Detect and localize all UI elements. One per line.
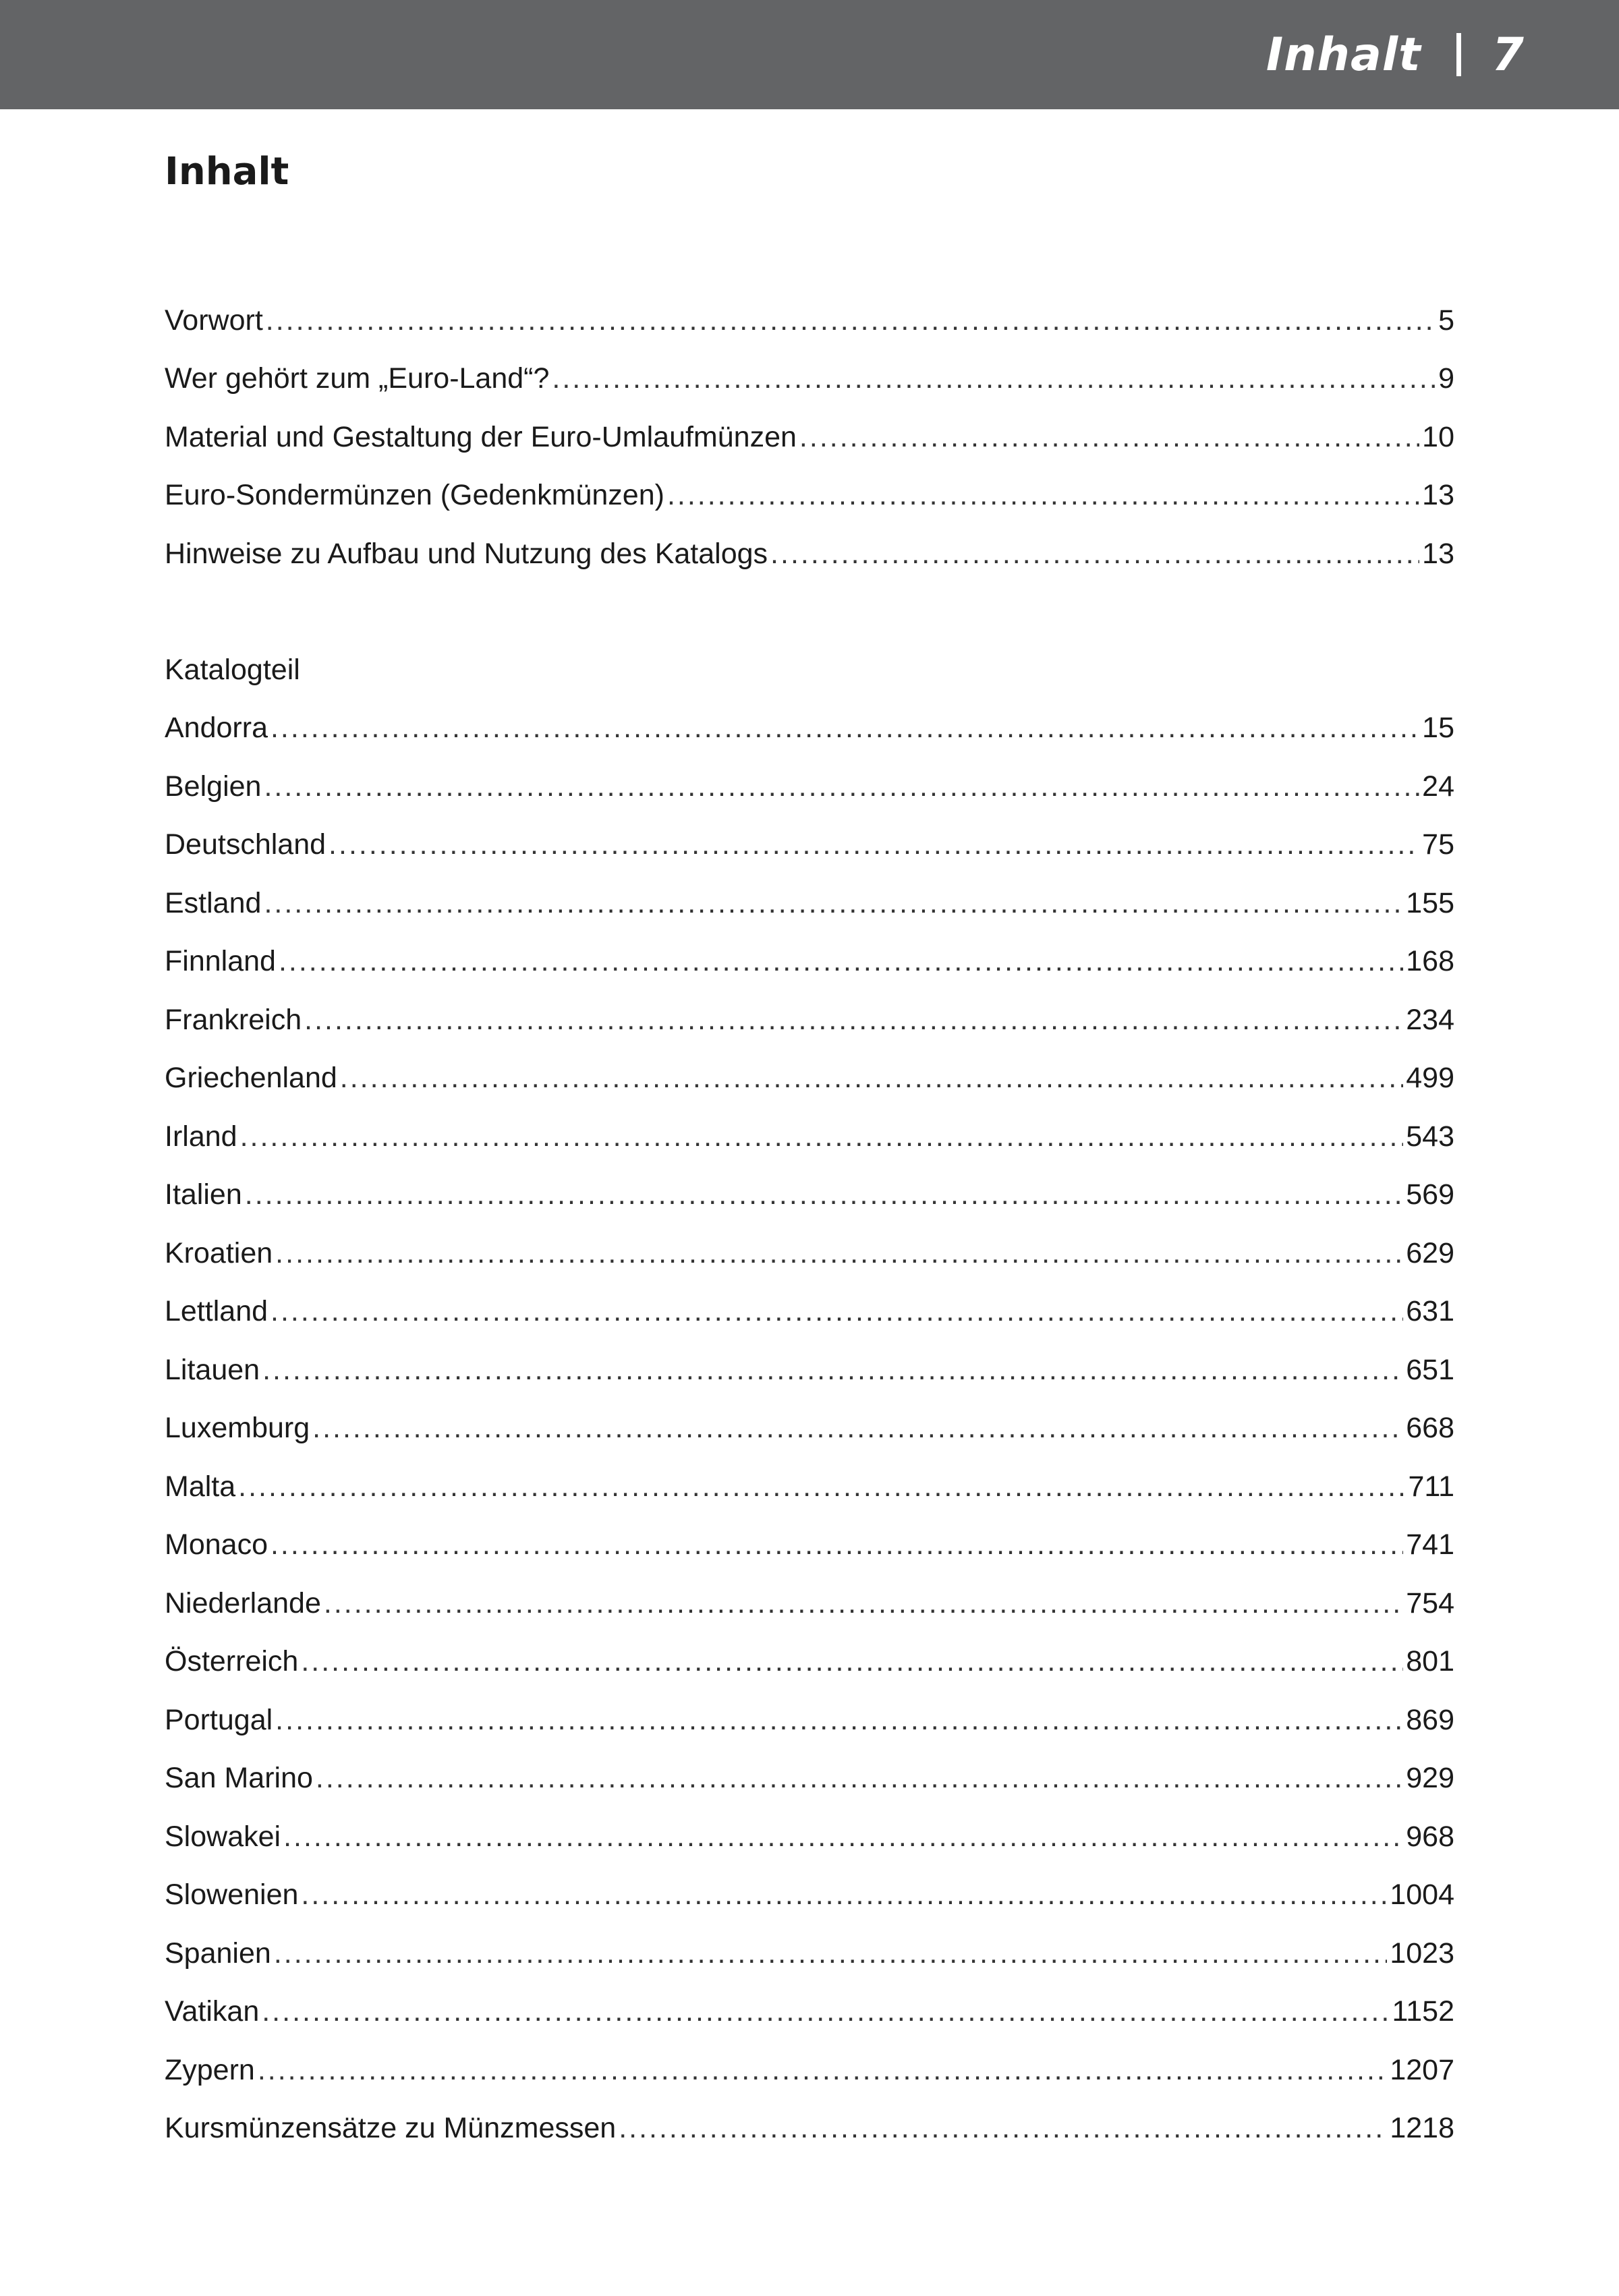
toc-entry-label: Italien: [165, 1178, 242, 1211]
toc-entry[interactable]: [165, 1750, 1454, 1808]
toc-entry-page: 24: [1422, 770, 1454, 803]
toc-entry-label: Belgien: [165, 770, 262, 803]
toc-entry-label: Euro-Sondermünzen (Gedenkmünzen): [165, 479, 664, 512]
toc-entry-label: Portugal: [165, 1703, 273, 1736]
toc-entry[interactable]: [165, 350, 1454, 409]
toc-entry-page: 15: [1422, 712, 1454, 745]
toc-entry-page: 869: [1406, 1703, 1454, 1736]
toc-entry-page: 13: [1422, 479, 1454, 512]
toc-entry[interactable]: [165, 1866, 1454, 1925]
toc-entry-page: 741: [1406, 1528, 1454, 1561]
toc-entry-label: Andorra: [165, 712, 268, 745]
dot-leader: [271, 712, 1419, 745]
toc-entry-page: 543: [1406, 1120, 1454, 1153]
toc-entry-label: Monaco: [165, 1528, 268, 1561]
toc-entry-page: 1152: [1392, 1995, 1454, 2028]
dot-leader: [245, 1178, 1404, 1211]
toc-entry[interactable]: [165, 1400, 1454, 1458]
toc-entry[interactable]: [165, 467, 1454, 525]
toc-entry[interactable]: [165, 1050, 1454, 1108]
dot-leader: [304, 1004, 1403, 1037]
toc-entry-label: Slowenien: [165, 1878, 299, 1912]
toc-entry[interactable]: [165, 525, 1454, 583]
toc-entry[interactable]: [165, 2100, 1454, 2158]
toc-entry-label: Vatikan: [165, 1995, 260, 2028]
toc-entry[interactable]: [165, 1691, 1454, 1750]
toc-entry-page: 1218: [1390, 2112, 1454, 2145]
toc-entry-page: 1207: [1390, 2053, 1454, 2086]
page-number: 7: [1492, 28, 1525, 82]
toc-entry-page: 499: [1406, 1062, 1454, 1095]
dot-leader: [329, 828, 1419, 861]
toc-entry[interactable]: [165, 933, 1454, 992]
dot-leader: [240, 1120, 1404, 1153]
dot-leader: [275, 1704, 1403, 1737]
dot-leader: [301, 1878, 1387, 1912]
toc-entry[interactable]: [165, 1108, 1454, 1166]
toc-front-matter: [165, 291, 1454, 583]
toc-entry-page: 754: [1406, 1586, 1454, 1619]
toc-entry[interactable]: [165, 699, 1454, 758]
toc-entry-page: 5: [1438, 304, 1454, 337]
toc-entry-page: 968: [1406, 1820, 1454, 1853]
toc-entry-label: Lettland: [165, 1295, 268, 1328]
toc-entry-label: Frankreich: [165, 1003, 302, 1036]
toc-entry[interactable]: [165, 1574, 1454, 1633]
dot-leader: [324, 1587, 1403, 1620]
toc-entry-label: Österreich: [165, 1645, 299, 1678]
dot-leader: [258, 2054, 1387, 2087]
toc-entry-page: 155: [1406, 886, 1454, 919]
dot-leader: [275, 1237, 1403, 1270]
dot-leader: [770, 538, 1419, 571]
dot-leader: [283, 1820, 1403, 1854]
toc-entry-page: 234: [1406, 1003, 1454, 1036]
toc-entry-page: 631: [1406, 1295, 1454, 1328]
toc-entry-page: 929: [1406, 1762, 1454, 1795]
dot-leader: [271, 1295, 1403, 1328]
toc-entry-label: Kroatien: [165, 1236, 273, 1269]
toc-entry[interactable]: [165, 874, 1454, 933]
toc-entry-label: Griechenland: [165, 1062, 337, 1095]
running-header-section: Inhalt: [1266, 28, 1421, 82]
toc-entry-label: Hinweise zu Aufbau und Nutzung des Katalogs: [165, 537, 768, 570]
toc-entry[interactable]: [165, 1983, 1454, 2042]
toc-entry[interactable]: [165, 757, 1454, 816]
toc-entry[interactable]: [165, 1458, 1454, 1516]
toc-entry-page: 629: [1406, 1236, 1454, 1269]
toc-entry-label: Deutschland: [165, 828, 326, 861]
dot-leader: [552, 362, 1436, 395]
toc-entry-label: Finnland: [165, 945, 276, 978]
toc-entry-page: 668: [1406, 1412, 1454, 1445]
toc-entry[interactable]: [165, 408, 1454, 467]
dot-leader: [266, 304, 1436, 337]
toc-entry-page: 569: [1406, 1178, 1454, 1211]
toc-entry-label: Luxemburg: [165, 1412, 310, 1445]
toc-entry-label: Material und Gestaltung der Euro-Umlaufmünzen: [165, 420, 797, 453]
dot-leader: [301, 1645, 1403, 1678]
dot-leader: [340, 1062, 1403, 1095]
toc-entry-page: 10: [1422, 420, 1454, 453]
toc-entry-page: 13: [1422, 537, 1454, 570]
toc-entry[interactable]: [165, 816, 1454, 875]
toc-entry-label: Estland: [165, 886, 262, 919]
toc-entry-page: 168: [1406, 945, 1454, 978]
toc-entry-label: San Marino: [165, 1762, 313, 1795]
toc-entry[interactable]: [165, 1224, 1454, 1283]
toc-entry-page: 1023: [1390, 1936, 1454, 1970]
toc-entry[interactable]: [165, 1166, 1454, 1225]
dot-leader: [264, 887, 1403, 920]
dot-leader: [799, 421, 1419, 454]
dot-leader: [274, 1937, 1388, 1970]
dot-leader: [238, 1470, 1405, 1503]
toc-entry[interactable]: [165, 2041, 1454, 2100]
dot-leader: [279, 945, 1403, 978]
toc-entry-label: Niederlande: [165, 1586, 321, 1619]
dot-leader: [667, 479, 1419, 512]
toc-entry[interactable]: [165, 991, 1454, 1050]
dot-leader: [312, 1412, 1403, 1445]
toc-entry-label: Malta: [165, 1470, 236, 1503]
toc-catalog: [165, 641, 1454, 2158]
toc-entry-label: Slowakei: [165, 1820, 281, 1853]
dot-leader: [316, 1762, 1403, 1795]
dot-leader: [264, 770, 1419, 803]
toc-entry-page: 711: [1408, 1470, 1454, 1503]
toc-entry[interactable]: [165, 1283, 1454, 1342]
toc-entry-page: 75: [1422, 828, 1454, 861]
header-separator: [1456, 33, 1461, 76]
toc-entry[interactable]: [165, 1341, 1454, 1400]
toc-entry-page: 801: [1406, 1645, 1454, 1678]
section-heading-katalogteil: Katalogteil: [165, 653, 300, 686]
dot-leader: [619, 2112, 1387, 2145]
toc-entry-page: 9: [1438, 362, 1454, 395]
toc-entry[interactable]: [165, 1924, 1454, 1983]
toc-entry[interactable]: [165, 1516, 1454, 1575]
toc-entry[interactable]: [165, 291, 1454, 350]
page-title: Inhalt: [165, 150, 289, 194]
toc-entry-label: Kursmünzensätze zu Münzmessen: [165, 2112, 617, 2145]
toc-entry-label: Zypern: [165, 2053, 255, 2086]
toc-entry-label: Wer gehört zum „Euro-Land“?: [165, 362, 550, 395]
toc-entry-page: 1004: [1390, 1878, 1454, 1912]
dot-leader: [262, 1995, 1389, 2028]
dot-leader: [271, 1528, 1403, 1561]
toc-entry[interactable]: [165, 1808, 1454, 1866]
toc-entry-label: Spanien: [165, 1936, 271, 1970]
toc-entry-label: Litauen: [165, 1353, 260, 1386]
toc-entry-label: Vorwort: [165, 304, 263, 337]
toc-entry-label: Irland: [165, 1120, 237, 1153]
running-header: [1266, 24, 1525, 85]
toc-entry-page: 651: [1406, 1353, 1454, 1386]
dot-leader: [262, 1354, 1403, 1387]
toc-entry[interactable]: [165, 1633, 1454, 1692]
